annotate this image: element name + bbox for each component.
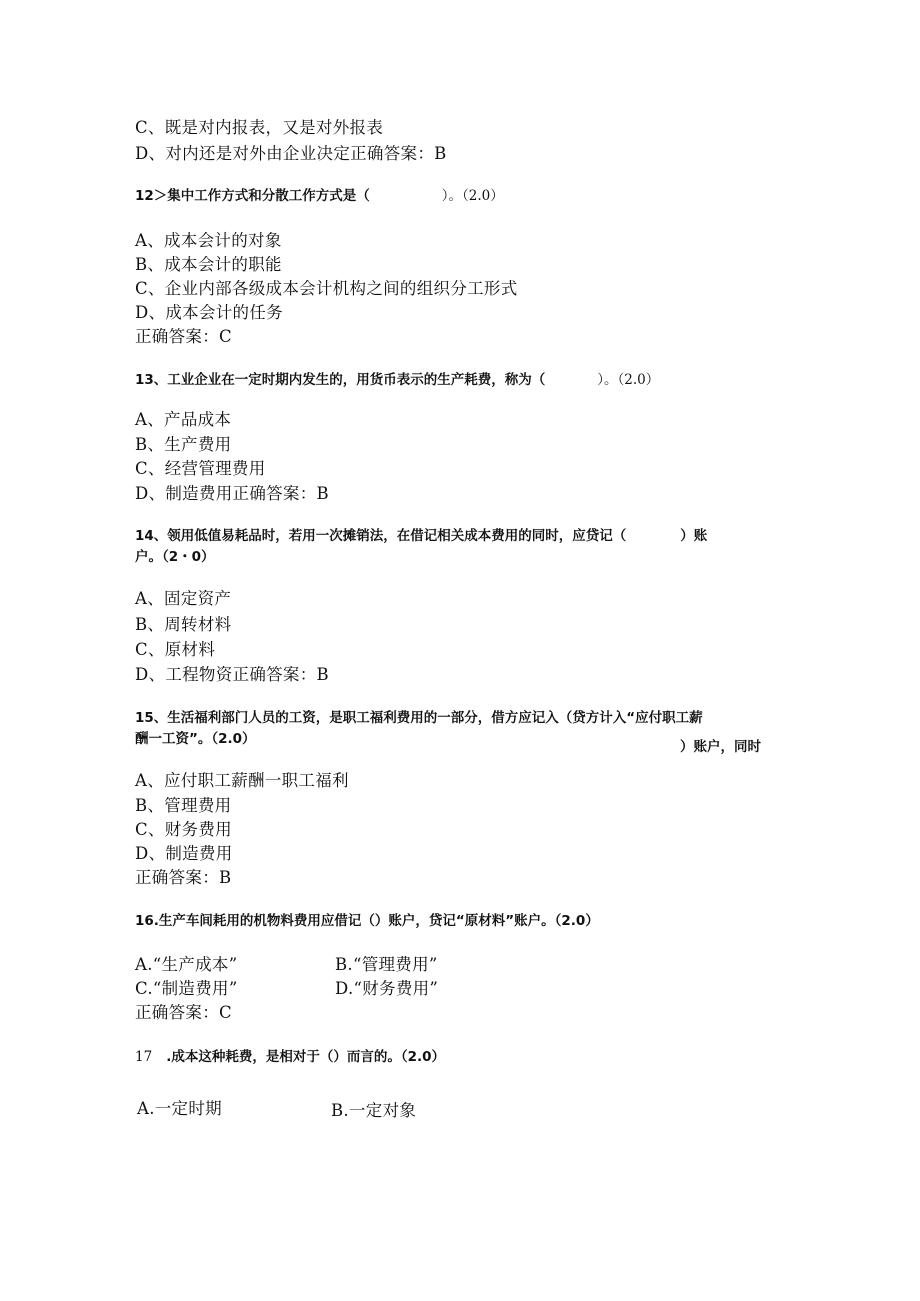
q14-option-d: D、工程物资正确答案：B (135, 665, 329, 684)
q13-option-a: A、产品成本 (135, 410, 232, 429)
q16-question: 16.生产车间耗用的机物料费用应借记（）账户，贷记“原材料”账户。（2.0） (135, 913, 599, 929)
q17-stem: .成本这种耗费，是相对于（）而言的。（2.0） (166, 1049, 445, 1065)
q14-option-a: A、固定资产 (135, 589, 232, 608)
q12-question (135, 184, 504, 204)
q13-option-c: C、经营管理费用 (135, 459, 266, 478)
q15-option-a: A、应付职工薪酬一职工福利 (135, 771, 349, 790)
q14-question (135, 524, 707, 544)
q16-option-c: C.“制造费用” (135, 979, 238, 998)
q14-option-b: B、周转材料 (135, 615, 232, 634)
q13-stem: 13、工业企业在一定时期内发生的，用货币表示的生产耗费，称为（ (135, 372, 546, 388)
q13-option-b: B、生产费用 (135, 435, 232, 454)
q15-option-b: B、管理费用 (135, 796, 232, 815)
q11-option-d: D、对内还是对外由企业决定正确答案：B (135, 144, 447, 163)
q14-option-c: C、原材料 (135, 640, 216, 659)
q12-stem: 12＞集中工作方式和分散工作方式是（ (135, 188, 370, 204)
q14-stem-end: ）账 (680, 528, 708, 544)
q17-question (135, 1045, 445, 1065)
q14-question-line2: 户。（2・0） (135, 549, 215, 565)
q17-number: 17 (135, 1049, 153, 1065)
q16-option-d: D.“财务费用” (335, 979, 439, 998)
q16-answer: 正确答案：C (135, 1003, 232, 1022)
q15-option-c: C、财务费用 (135, 820, 232, 839)
q16-option-b: B.“管理费用” (335, 955, 438, 974)
q12-stem-end: ）。（2.0） (441, 188, 504, 204)
q16-option-a: A.“生产成本” (135, 955, 238, 974)
q13-option-d: D、制造费用正确答案：B (135, 484, 329, 503)
q15-question-right: ）账户，同时 (680, 739, 761, 755)
q14-stem: 14、领用低值易耗品时，若用一次摊销法，在借记相关成本费用的同时，应贷记（ (135, 528, 627, 544)
q12-option-b: B、成本会计的职能 (135, 255, 282, 274)
q15-option-d: D、制造费用 (135, 844, 233, 863)
q12-option-d: D、成本会计的任务 (135, 303, 283, 322)
q12-option-a: A、成本会计的对象 (135, 231, 282, 250)
q17-option-b: B.一定对象 (331, 1101, 417, 1120)
q12-option-c: C、企业内部各级成本会计机构之间的组织分工形式 (135, 279, 518, 298)
q17-option-a: A.一定时期 (137, 1099, 222, 1118)
q13-stem-end: ）。（2.0） (597, 372, 660, 388)
q12-answer: 正确答案：C (135, 327, 232, 346)
q13-question (135, 368, 659, 388)
q15-question-line2: 酬一工资”。（2.0） (135, 731, 256, 747)
q11-option-c: C、既是对内报表，又是对外报表 (135, 118, 384, 137)
q15-question: 15、生活福利部门人员的工资，是职工福利费用的一部分，借方应记入（贷方计入“应付职工薪 (135, 710, 703, 726)
q15-answer: 正确答案：B (135, 868, 232, 887)
